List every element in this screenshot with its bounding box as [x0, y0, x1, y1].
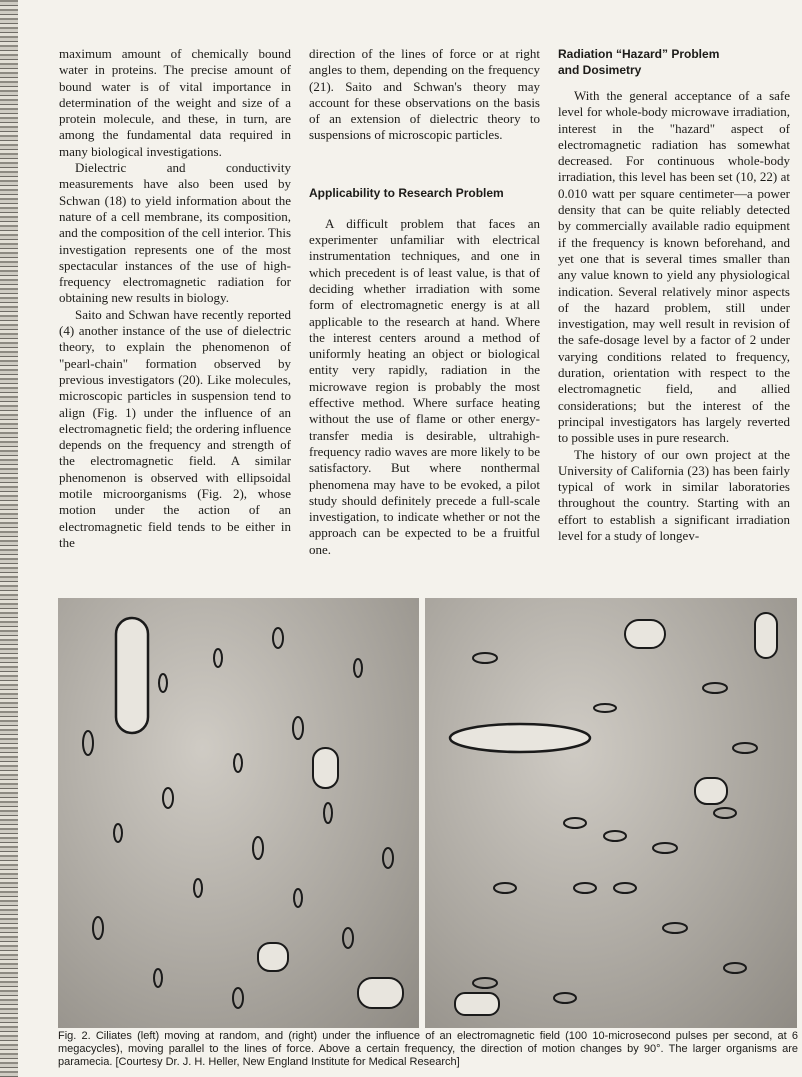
text-column-left	[59, 46, 291, 551]
paragraph: maximum amount of chemically bound water in proteins. The precise amount of bound water is of vital importance in determination of the weight and size of a protein molecule, and these, in turn, are among the fundamental data required in many biological investigations.	[59, 46, 291, 159]
paragraph: direction of the lines of force or at right angles to them, depending on the frequency (21). Saito and Schwan's theory may account for these observations on the basis of an extension of dielectric theory to suspensions of microscopic particles.	[309, 46, 540, 143]
heading-line: Radiation “Hazard” Problem	[558, 47, 720, 61]
text-column-middle	[309, 46, 540, 558]
figure-2	[58, 598, 797, 1028]
paragraph: A difficult problem that faces an experimenter unfamiliar with electrical instrumentation techniques, and one in which precedent is of least value, is that of deciding whether irradiation with some form of electromagnetic energy is at all applicable to the research at hand. Where the interest centers around a method of uniformly heating an object or biological entity very rapidly, radiation in the microwave region is probably the most effective method. Where surface heating without the use of flame or other energy-transfer media is desirable, ultrahigh-frequency radio waves are more likely to be satisfactory. But where nonthermal phenomena may have to be evoked, a pilot study should definitely precede a full-scale investigation, to indicate whether or not the approach can be expected to be a fruitful one.	[309, 215, 540, 557]
paragraph: The history of our own project at the University of California (23) has been fairly typical of work in similar laboratories throughout the country. Starting with an effort to establish a significant irradiation level for a study of longev-	[558, 446, 790, 544]
figure-caption: Fig. 2. Ciliates (left) moving at random, and (right) under the influence of an electromagnetic field (100 10-microsecond pulses per second, at 6 megacycles), moving parallel to the lines of force. Above a certain frequency, the direction of motion changes by 90°. The larger organisms are paramecia. [Courtesy Dr. J. H. Heller, New England Institute for Medical Research]	[58, 1030, 798, 1068]
text-column-right	[558, 46, 790, 544]
paragraph: Dielectric and conductivity measurements have also been used by Schwan (18) to yield information about the nature of a cell membrane, its composition, and the composition of the cell interior. This investigation represents one of the most spectacular instances of the use of high-frequency electromagnetic radiation for obtaining new results in biology.	[59, 160, 291, 306]
section-heading: Applicability to Research Problem	[309, 185, 504, 200]
micrograph-right	[425, 598, 797, 1028]
ciliates-random-image	[58, 598, 419, 1028]
paragraph: With the general acceptance of a safe level for whole-body microwave irradiation, interest in the "hazard" aspect of electromagnetic radiation has somewhat decreased. For continuous whole-body irradiation, this level has been set (10, 22) at 0.010 watt per square centimeter—a power density that can be quite reliably detected by commercially available radio equipment if the frequency is known beforehand, and yet one that is several times smaller than any value known to yield any physiological indication. Several relatively minor aspects of the hazard problem, still under investigation, may well result in revision of the safe-dosage level by a factor of 2 under varying conditions related to frequency, duration, orientation with respect to the electromagnetic field, and allied considerations; but the interest of the principal investigators has largely reverted to possible uses in pure research.	[558, 88, 790, 446]
section-heading	[558, 46, 790, 78]
scan-edge-strip	[0, 0, 18, 1077]
paragraph: Saito and Schwan have recently reported (4) another instance of the use of dielectric theory, to explain the phenomenon of "pearl-chain" formation observed by previous investigators (20). Like molecules, microscopic particles in suspension tend to align (Fig. 1) under the influence of an electromagnetic field; the ordering influence depends on the frequency and strength of the electromagnetic field. A similar phenomenon is observed with ellipsoidal motile microorganisms (Fig. 2), whose motion under the action of an electromagnetic field tends to be either in the	[59, 306, 291, 550]
ciliates-aligned-image	[425, 598, 797, 1028]
micrograph-left	[58, 598, 419, 1028]
heading-line: and Dosimetry	[558, 63, 642, 77]
